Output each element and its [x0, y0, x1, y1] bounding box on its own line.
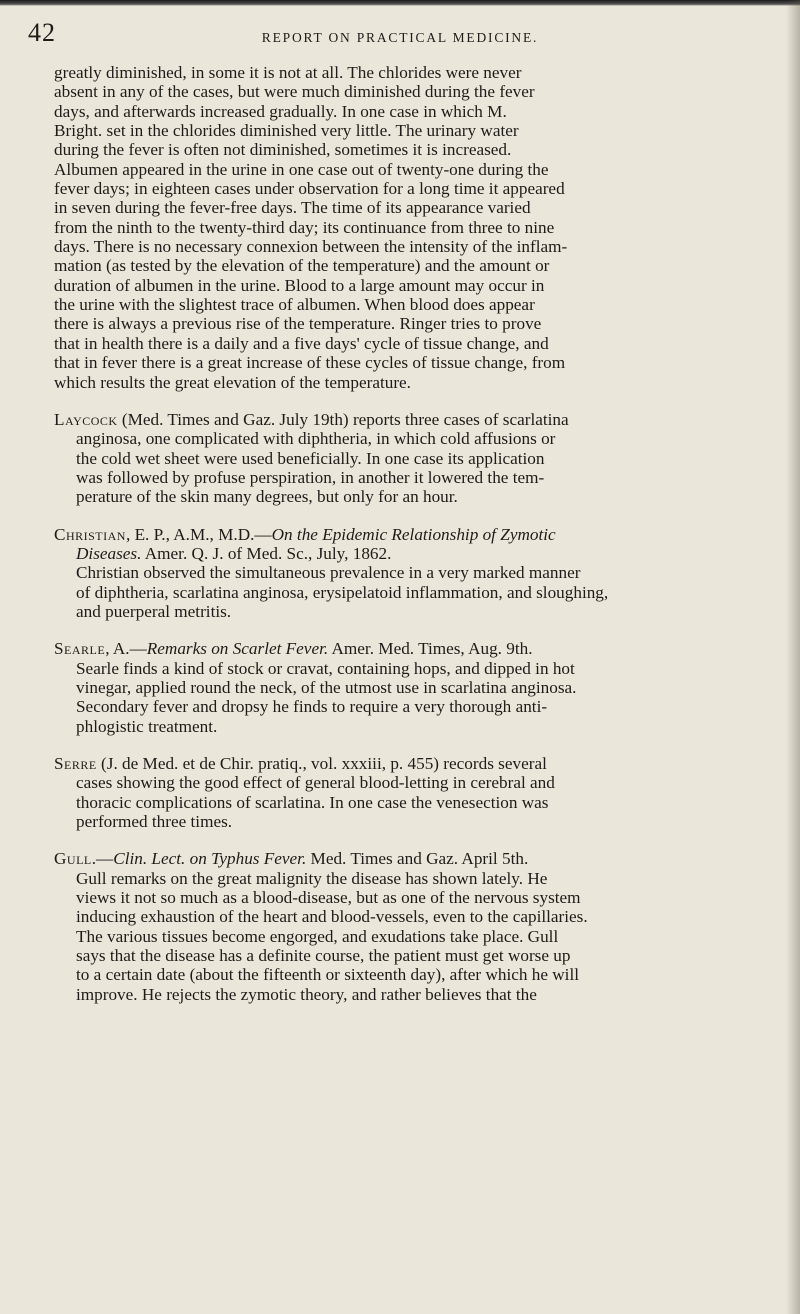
text-line: Bright. set in the chlorides diminished very little. The urinary water [54, 121, 519, 141]
text-line: the urine with the slightest trace of albumen. When blood does appear [54, 295, 535, 315]
citation-text: (Med. Times and Gaz. July 19th) reports three cases of scarlatina [117, 409, 569, 429]
text-line: days. There is no necessary connexion between the intensity of the inflam- [54, 237, 568, 257]
work-title: Remarks on Scarlet Fever. [146, 639, 329, 659]
entry-heading-line [54, 639, 796, 658]
text-line: there is always a previous rise of the temperature. Ringer tries to prove [54, 314, 542, 334]
work-title: Clin. Lect. on Typhus Fever. [113, 849, 307, 869]
author-name: Serre [54, 754, 97, 773]
text-line: Secondary fever and dropsy he finds to require a very thorough anti- [76, 697, 548, 717]
work-title: On the Epidemic Relationship of Zymotic [271, 524, 556, 544]
citation-text: , A.— [105, 639, 147, 659]
text-line: thoracic complications of scarlatina. In one case the venesection was [76, 792, 549, 812]
page-body [54, 63, 796, 1004]
text-line: phlogistic treatment. [76, 716, 218, 736]
text-line: of diphtheria, scarlatina anginosa, erysipelatoid inflammation, and sloughing, [76, 582, 609, 602]
text-line: views it not so much as a blood-disease, but as one of the nervous system [76, 888, 581, 908]
text-line: perature of the skin many degrees, but only for an hour. [76, 487, 458, 507]
text-line: during the fever is often not diminished, sometimes it is increased. [54, 140, 512, 160]
text-line: cases showing the good effect of general blood-letting in cerebral and [76, 773, 555, 793]
text-line: in seven during the fever-free days. The time of its appearance varied [54, 198, 531, 218]
paragraph-gap [54, 507, 796, 525]
text-line: vinegar, applied round the neck, of the utmost use in scarlatina anginosa. [76, 677, 577, 697]
author-name: Laycock [54, 409, 118, 429]
entry-heading-line [54, 544, 796, 563]
text-line: anginosa, one complicated with diphtheria, in which cold affusions or [76, 429, 556, 449]
author-name: Gull [54, 849, 92, 869]
text-line: Albumen appeared in the urine in one case out of twenty-one during the [54, 159, 549, 179]
text-line: which results the great elevation of the temperature. [54, 372, 411, 392]
citation-text: , E. P., A.M., M.D.— [125, 524, 272, 544]
text-line: and puerperal metritis. [76, 601, 232, 621]
text-line: greatly diminished, in some it is not at all. The chlorides were never [54, 63, 522, 82]
text-line: Gull remarks on the great malignity the disease has shown lately. He [76, 868, 548, 888]
text-line: from the ninth to the twenty-third day; its continuance from three to nine [54, 217, 555, 237]
entry-heading-line [54, 849, 796, 868]
text-line: to a certain date (about the fifteenth or sixteenth day), after which he will [76, 965, 580, 985]
author-name: Searle [54, 639, 106, 659]
entry-heading-line [54, 754, 796, 773]
work-title: Diseases. [76, 543, 142, 563]
entry-gull [54, 849, 796, 1004]
entry-laycock [54, 410, 796, 507]
entry-heading-line [54, 410, 796, 429]
text-line: improve. He rejects the zymotic theory, and rather believes that the [76, 984, 537, 1004]
citation-text: Amer. Med. Times, Aug. 9th. [328, 639, 533, 659]
citation-text: (J. de Med. et de Chir. pratiq., vol. xxxiii, p. 455) records several [96, 754, 547, 773]
entry-searle [54, 639, 796, 736]
text-line: that in health there is a daily and a five days' cycle of tissue change, and [54, 333, 549, 353]
text-line: duration of albumen in the urine. Blood to a large amount may occur in [54, 275, 545, 295]
paragraph-gap [54, 392, 796, 410]
text-line: inducing exhaustion of the heart and blood-vessels, even to the capillaries. [76, 907, 588, 927]
text-line: mation (as tested by the elevation of the temperature) and the amount or [54, 256, 550, 276]
text-line: fever days; in eighteen cases under observation for a long time it appeared [54, 179, 565, 199]
entry-christian [54, 525, 796, 622]
entry-serre [54, 754, 796, 831]
citation-text: Med. Times and Gaz. April 5th. [306, 849, 529, 869]
entry-heading-line [54, 525, 796, 544]
text-line: the cold wet sheet were used beneficially. In one case its application [76, 448, 545, 468]
citation-text: Amer. Q. J. of Med. Sc., July, 1862. [141, 543, 392, 563]
citation-text: .— [91, 849, 114, 869]
author-name: Christian [54, 524, 126, 544]
paragraph-gap [54, 736, 796, 754]
text-line: absent in any of the cases, but were much diminished during the fever [54, 82, 535, 102]
text-line: days, and afterwards increased gradually. In one case in which M. [54, 101, 507, 121]
paragraph-gap [54, 621, 796, 639]
paragraph-gap [54, 831, 796, 849]
text-line: Searle finds a kind of stock or cravat, containing hops, and dipped in hot [76, 658, 575, 678]
text-line: that in fever there is a great increase of these cycles of tissue change, from [54, 353, 566, 373]
text-line: says that the disease has a definite course, the patient must get worse up [76, 946, 571, 966]
text-line: performed three times. [76, 812, 233, 832]
page-number: 42 [28, 18, 56, 47]
text-line: The various tissues become engorged, and exudations take place. Gull [76, 926, 559, 946]
text-line: was followed by profuse perspiration, in another it lowered the tem- [76, 467, 545, 487]
intro-paragraph [54, 63, 796, 392]
running-head: REPORT ON PRACTICAL MEDICINE. [261, 30, 539, 45]
text-line: Christian observed the simultaneous prevalence in a very marked manner [76, 563, 581, 583]
page-top-rule [0, 0, 800, 6]
